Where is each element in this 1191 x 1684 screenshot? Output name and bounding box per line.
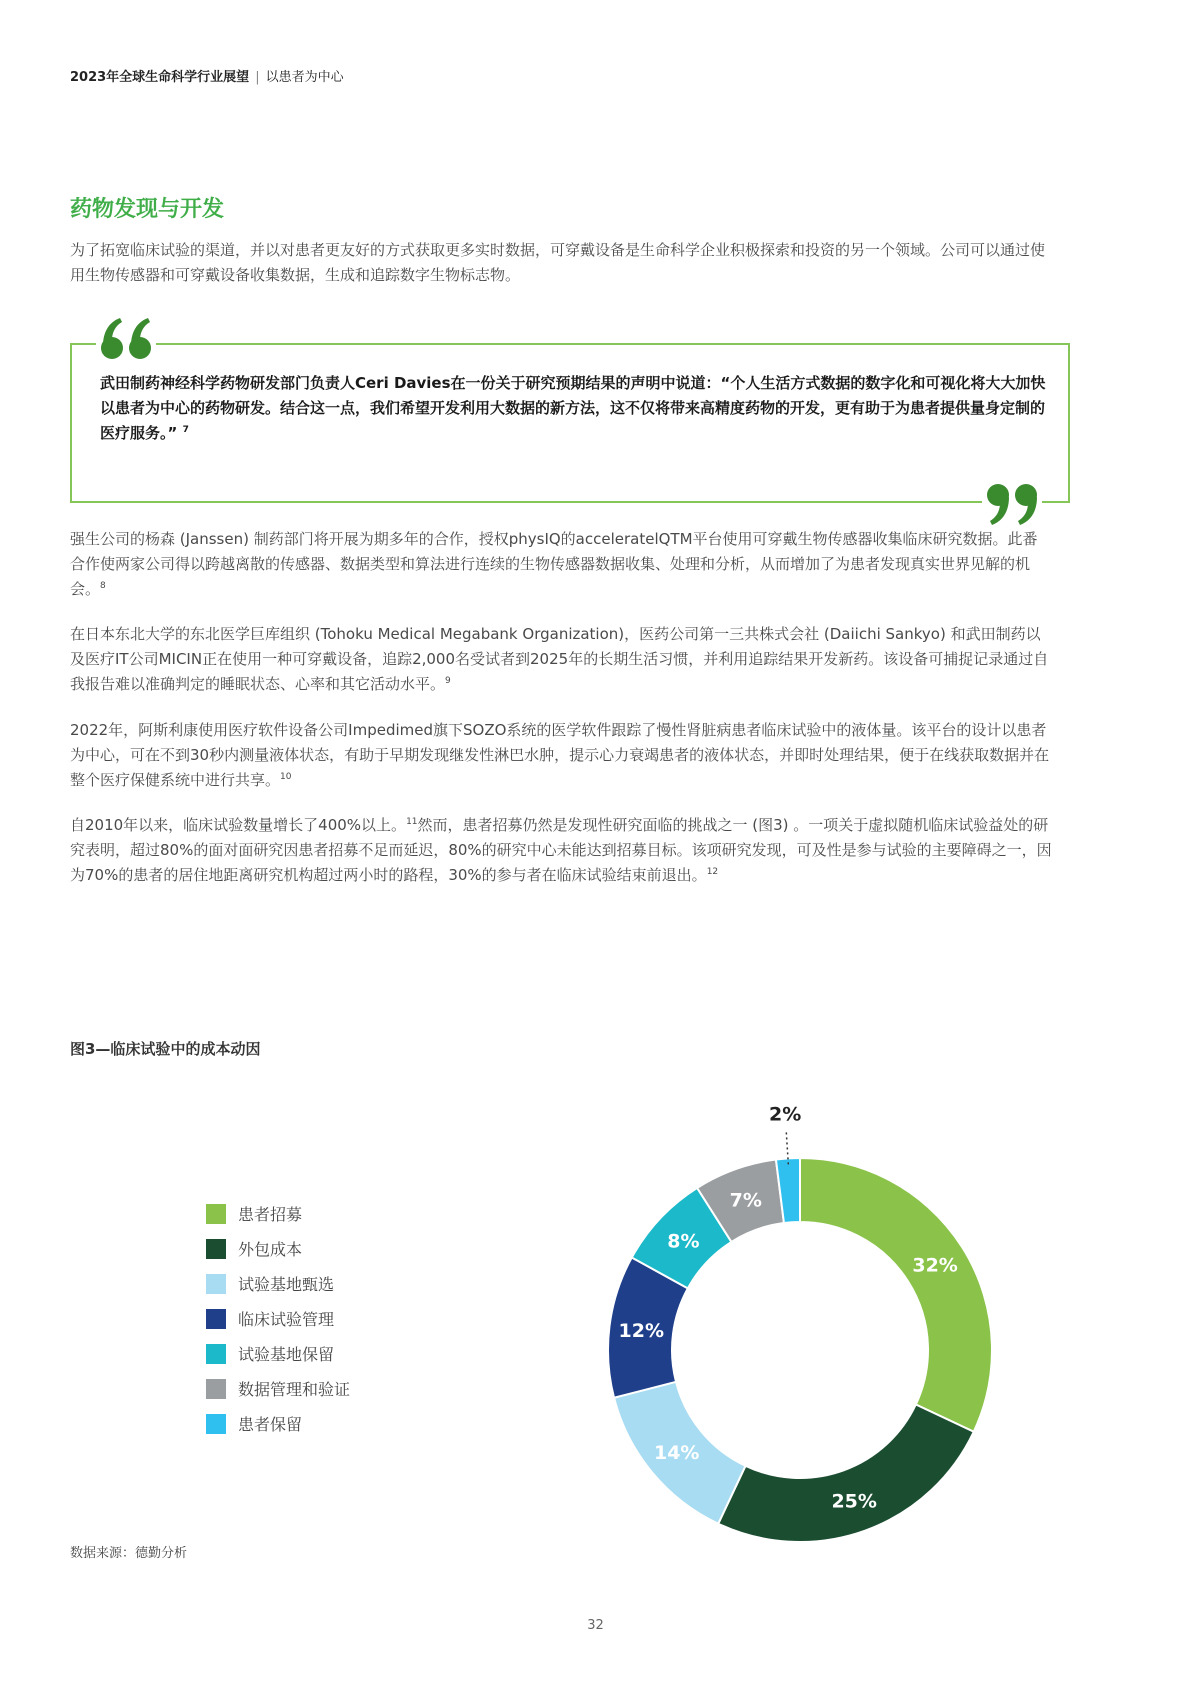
legend-label: 外包成本	[238, 1240, 303, 1259]
footnote-ref-8: 8	[100, 581, 106, 591]
close-quote-icon	[982, 477, 1042, 532]
footnote-ref-10: 10	[280, 772, 292, 782]
legend-item	[206, 1336, 350, 1371]
header-separator: |	[255, 70, 260, 85]
legend-label: 患者招募	[238, 1205, 303, 1224]
page-number: 32	[587, 1618, 604, 1633]
data-label: 2%	[769, 1103, 802, 1126]
data-label: 8%	[667, 1230, 700, 1253]
figure-title: 图3—临床试验中的成本动因	[70, 1040, 261, 1058]
legend-swatch	[206, 1414, 226, 1434]
legend-swatch	[206, 1379, 226, 1399]
data-label: 12%	[618, 1319, 665, 1342]
quote-footnote-ref: 7	[182, 425, 189, 435]
donut-slice	[718, 1404, 973, 1542]
legend-label: 临床试验管理	[238, 1310, 335, 1329]
legend-swatch	[206, 1204, 226, 1224]
intro-paragraph: 为了拓宽临床试验的渠道，并以对患者更友好的方式获取更多实时数据，可穿戴设备是生命科学企业积极探索和投资的另一个领域。公司可以通过使用生物传感器和可穿戴设备收集数据，生成和追踪数字生物标志物。	[70, 241, 1046, 284]
section-title: 药物发现与开发	[70, 197, 225, 222]
data-label: 7%	[729, 1189, 762, 1212]
data-source: 数据来源：德勤分析	[70, 1546, 188, 1561]
trials-paragraph	[70, 813, 1055, 888]
legend-label: 数据管理和验证	[238, 1380, 351, 1399]
legend-swatch	[206, 1344, 226, 1364]
footnote-ref-11: 11	[406, 817, 418, 827]
chart-legend	[206, 1196, 350, 1441]
trials-text-b: 然而，患者招募仍然是发现性研究面临的挑战之一 (图3) 。一项关于虚拟随机临床试验益处的研究表明，超过80%的面对面研究因患者招募不足而延迟，80%的研究中心未能达到招募目标。该项研究发现，可及性是参与试验的主要障碍之一，因为70%的患者的居住地距离研究机构超过两小时的路程，30%的参与者在临床试验结束前退出。	[70, 816, 1052, 884]
data-label: 25%	[831, 1490, 877, 1513]
footnote-ref-9: 9	[445, 676, 451, 686]
legend-item	[206, 1301, 350, 1336]
legend-label: 患者保留	[238, 1415, 303, 1434]
footnote-ref-12: 12	[706, 867, 719, 877]
tohoku-paragraph	[70, 622, 1055, 697]
legend-item	[206, 1231, 350, 1266]
data-label: 32%	[912, 1254, 958, 1277]
astrazeneca-text: 2022年，阿斯利康使用医疗软件设备公司Impedimed旗下SOZO系统的医学软件跟踪了慢性肾脏病患者临床试验中的液体量。该平台的设计以患者为中心，可在不到30秒内测量液体状态，有助于早期发现继发性淋巴水肿，提示心力衰竭患者的液体状态，并即时处理结果，便于在线获取数据并在整个医疗保健系统中进行共享。	[70, 721, 1050, 789]
legend-swatch	[206, 1274, 226, 1294]
legend-label: 试验基地保留	[238, 1345, 335, 1364]
legend-swatch	[206, 1309, 226, 1329]
header-section: 以患者为中心	[265, 70, 344, 85]
janssen-text: 强生公司的杨森 (Janssen) 制药部门将开展为期多年的合作，授权physIQ的acceleratelQTM平台使用可穿戴生物传感器收集临床研究数据。此番合作使两家公司得以跨越离散的传感器、数据类型和算法进行连续的生物传感器数据收集、处理和分析，从而增加了为患者发现真实世界见解的机会。	[70, 530, 1038, 598]
report-title: 2023年全球生命科学行业展望	[70, 70, 250, 85]
legend-label: 试验基地甄选	[238, 1275, 335, 1294]
page-header	[70, 66, 344, 85]
trials-text-a: 自2010年以来，临床试验数量增长了400%以上。	[70, 816, 407, 834]
legend-item	[206, 1406, 350, 1441]
donut-slice	[800, 1158, 992, 1432]
data-label: 14%	[653, 1441, 700, 1464]
astrazeneca-paragraph	[70, 718, 1055, 793]
donut-chart	[590, 1085, 1010, 1545]
legend-item	[206, 1196, 350, 1231]
quote-body: 武田制药神经科学药物研发部门负责人Ceri Davies在一份关于研究预期结果的声明中说道：“个人生活方式数据的数字化和可视化将大大加快以患者为中心的药物研发。结合这一点，我们希望开发利用大数据的新方法，这不仅将带来高精度药物的开发，更有助于为患者提供量身定制的医疗服务。”	[100, 374, 1046, 442]
legend-item	[206, 1266, 350, 1301]
legend-item	[206, 1371, 350, 1406]
janssen-paragraph	[70, 527, 1040, 602]
tohoku-text: 在日本东北大学的东北医学巨库组织 (Tohoku Medical Megabank Organization)，医药公司第一三共株式会社 (Daiichi Sankyo) 和武田制药以及医疗IT公司MICIN正在使用一种可穿戴设备，追踪2,000名受试者到2025年的长期生活习惯，并利用追踪结果开发新药。该设备可捕捉记录通过自我报告难以准确判定的睡眠状态、心率和其它活动水平。	[70, 625, 1049, 693]
quote-text	[100, 371, 1050, 446]
legend-swatch	[206, 1239, 226, 1259]
open-quote-icon	[96, 312, 156, 372]
